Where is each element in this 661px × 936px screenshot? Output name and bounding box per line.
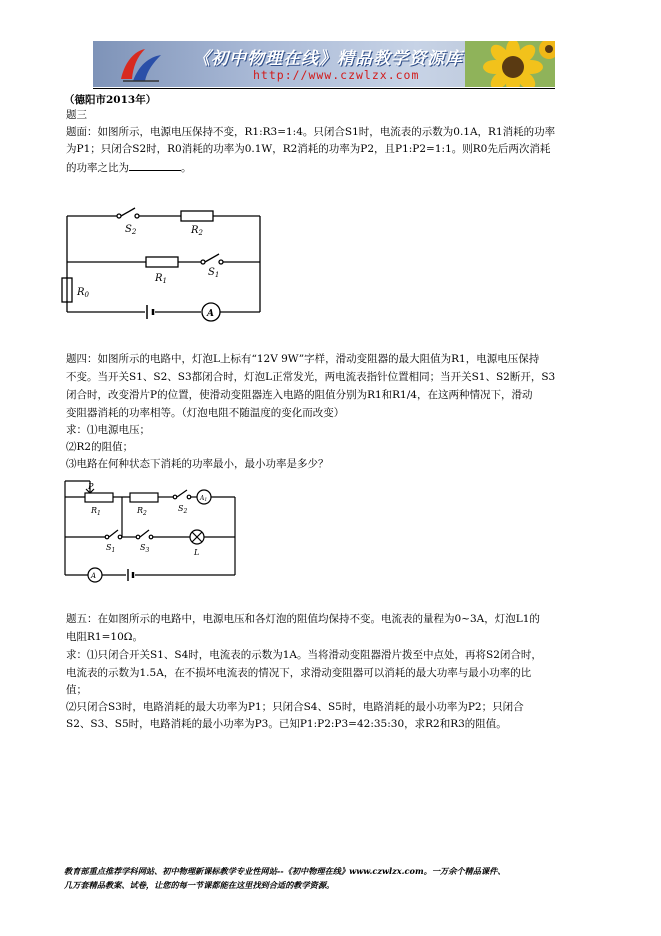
c2-a1-label: A1 [200, 495, 208, 503]
problem5-line-5: 值； [66, 684, 87, 696]
problem3-line-2: 为P1；只闭合S2时，R0消耗的功率为0.1W，R2消耗的功率为P2，且P1:P2=1:1。则R0先后两次消耗 [66, 143, 551, 155]
answer-blank [129, 160, 181, 171]
c2-s1-label: $S_1$ [106, 543, 116, 554]
c2-ammeter-label: A [91, 572, 97, 580]
c1-ammeter-label: A [207, 309, 214, 319]
header-url[interactable]: http://www.czwlzx.com [253, 68, 420, 82]
c1-r1-label: $R_1$ [155, 273, 167, 285]
problem5-line-4: 电流表的示数为1.5A，在不损坏电流表的情况下，求滑动变阻器可以消耗的最大功率与最小功率的比 [66, 667, 532, 679]
header-title: 《初中物理在线》精品教学资源库 [193, 49, 463, 69]
c1-s2-label: $S_2$ [125, 224, 137, 236]
problem3-line-3: 的功率之比为 。 [66, 162, 192, 174]
problem3-heading: 题三 [66, 109, 87, 121]
footer-line-2: 几万套精品教案、试卷，让您的每一节课都能在这里找到合适的教学资源。 [64, 880, 335, 890]
header-rule [93, 88, 555, 89]
sunflower-image [465, 41, 555, 87]
problem4-question-1: 求：⑴电源电压； [66, 424, 150, 436]
c2-r2-label: $R_2$ [137, 506, 147, 517]
site-logo [115, 45, 167, 85]
footer-line-1: 教育部重点推荐学科网站、初中物理新课标教学专业性网站--《初中物理在线》www.czwlzx.com。一万余个精品课件、 [64, 866, 506, 876]
problem3-line-1: 题面：如图所示，电源电压保持不变，R1:R3=1:4。只闭合S1时，电流表的示数为0.1A，R1消耗的功率 [66, 126, 556, 138]
problem5-line-1: 题五：在如图所示的电路中，电源电压和各灯泡的阻值均保持不变。电流表的量程为0~3A，灯泡L1的 [66, 613, 540, 625]
problem4-question-3: ⑶电路在何种状态下消耗的功率最小，最小功率是多少？ [66, 458, 329, 470]
c2-s2-label: $S_2$ [178, 504, 188, 515]
problem5-line-6: ⑵只闭合S3时，电路消耗的最大功率为P1；只闭合S4、S5时，电路消耗的最小功率为P2；只闭合 [66, 701, 524, 713]
source-label: （德阳市2013年） [64, 94, 157, 106]
problem4-question-2: ⑵R2的阻值； [66, 441, 134, 453]
problem5-line-2: 电阻R1=10Ω。 [66, 631, 143, 643]
problem5-line-3: 求：⑴只闭合开关S1、S4时，电流表的示数为1A。当将滑动变阻器滑片拨至中点处，再将S2闭合时， [66, 649, 542, 661]
c2-lamp-label: L [194, 548, 200, 557]
circuit-diagram-1 [55, 200, 275, 325]
problem4-line-1: 题四：如图所示的电路中，灯泡L上标有“12V 9W”字样，滑动变阻器的最大阻值为R1，电源电压保持 [66, 353, 540, 365]
problem5-line-7: S2、S3、S5时，电路消耗的最小功率为P3。已知P1:P2:P3=42:35:30，求R2和R3的阻值。 [66, 718, 507, 730]
c1-r2-label: $R_2$ [191, 225, 203, 237]
c2-s3-label: $S_3$ [140, 543, 150, 554]
problem4-line-3: 闭合时，改变滑片P的位置，使滑动变阻器连入电路的阻值分别为R1和R1/4，在这两种情况下，滑动 [66, 389, 533, 401]
circuit-diagram-2 [60, 475, 245, 585]
problem4-line-2: 不变。当开关S1、S2、S3都闭合时，灯泡L正常发光，两电流表指针位置相同；当开关S1、S2断开，S3 [66, 371, 556, 383]
c1-r0-label: $R_0$ [77, 287, 89, 299]
c2-r1-label: $R_1$ [91, 506, 101, 517]
header-banner [93, 41, 555, 87]
problem4-line-4: 变阻器消耗的功率相等。（灯泡电阻不随温度的变化而改变） [66, 407, 345, 419]
c2-slider-p-label: P [88, 482, 94, 491]
c1-s1-label: $S_1$ [208, 267, 220, 279]
